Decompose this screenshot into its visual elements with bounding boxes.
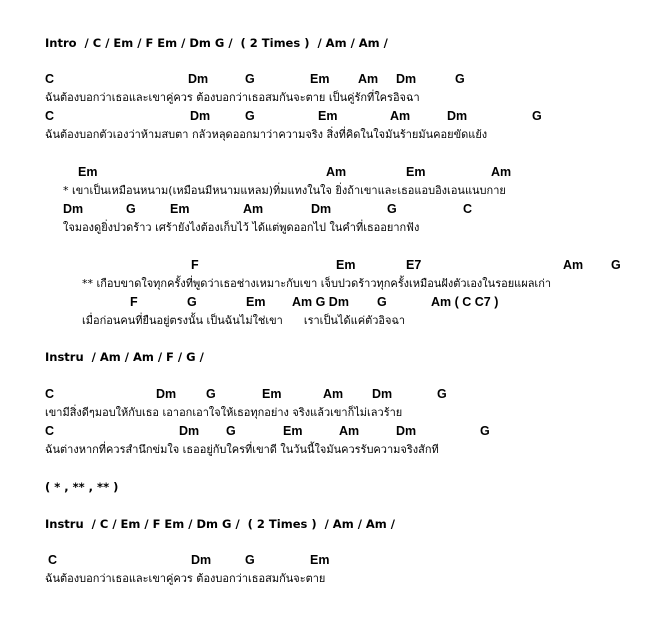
chord-label: Am: [358, 72, 379, 86]
chord-label: Dm: [447, 109, 468, 123]
chord-label: F: [130, 295, 138, 309]
instru-line-1: Instru / Am / Am / F / G /: [45, 350, 204, 364]
pre-chorus-lyric-1: * เขาเป็นเหมือนหนาม(เหมือนมีหนามแหลม)ทิ่มแทงในใจ ยิ่งถ้าเขาและเธอแอบอิงเอนแนบกาย: [63, 184, 506, 197]
verse1-chords-2: [0, 108, 668, 124]
instru-line-2: Instru / C / Em / F Em / Dm G / ( 2 Times ) / Am / Am /: [45, 517, 395, 531]
chord-label: G: [245, 109, 255, 123]
chord-label: Dm: [156, 387, 177, 401]
intro-line: Intro / C / Em / F Em / Dm G / ( 2 Times ) / Am / Am /: [45, 36, 388, 50]
chord-label: Dm: [190, 109, 211, 123]
chorus-chords-2: [0, 294, 668, 310]
chord-label: Em: [310, 553, 330, 567]
chord-label: G: [611, 258, 621, 272]
chord-label: Dm: [63, 202, 84, 216]
chord-label: Dm: [191, 553, 212, 567]
chord-label: Em: [310, 72, 330, 86]
chord-label: Am G Dm: [292, 295, 349, 309]
chord-label: C: [45, 424, 55, 438]
verse2-chords-1: [0, 386, 668, 402]
verse1-chords-1: [0, 71, 668, 87]
chord-label: Em: [170, 202, 190, 216]
chord-label: Dm: [311, 202, 332, 216]
chord-label: Dm: [179, 424, 200, 438]
chord-label: G: [455, 72, 465, 86]
pre-chorus-chords-1: [0, 164, 668, 180]
repeat-marker: ( * , ** , ** ): [45, 480, 119, 494]
chord-label: G: [377, 295, 387, 309]
verse1-lyric-1: ฉันต้องบอกว่าเธอและเขาคู่ควร ต้องบอกว่าเธอสมกันจะตาย เป็นคู่รักที่ใครอิจฉา: [45, 91, 420, 104]
chord-label: F: [191, 258, 199, 272]
chord-label: Am: [326, 165, 347, 179]
chord-label: Dm: [372, 387, 393, 401]
chord-label: Em: [283, 424, 303, 438]
chord-label: Am: [563, 258, 584, 272]
chord-label: E7: [406, 258, 422, 272]
chord-label: Am: [243, 202, 264, 216]
pre-chorus-chords-2: [0, 201, 668, 217]
chord-label: Am: [390, 109, 411, 123]
chord-label: Am: [323, 387, 344, 401]
outro-lyric-1: ฉันต้องบอกว่าเธอและเขาคู่ควร ต้องบอกว่าเธอสมกันจะตาย: [45, 572, 326, 585]
chord-label: C: [45, 387, 55, 401]
chorus-lyric-1: ** เกือบขาดใจทุกครั้งที่พูดว่าเธอช่างเหมาะกับเขา เจ็บปวดร้าวทุกครั้งเหมือนฝังตัวเองในรอยแผลเก่า: [82, 277, 552, 290]
chord-label: Em: [78, 165, 98, 179]
verse2-lyric-1: เขามีสิ่งดีๆมอบให้กับเธอ เอาอกเอาใจให้เธอทุกอย่าง จริงแล้วเขาก็ไม่เลวร้าย: [45, 406, 403, 419]
chord-label: Em: [406, 165, 426, 179]
chord-label: G: [387, 202, 397, 216]
chord-label: G: [480, 424, 490, 438]
verse2-chords-2: [0, 423, 668, 439]
chord-label: C: [463, 202, 473, 216]
verse2-lyric-2: ฉันต่างหากที่ควรสำนึกข่มใจ เธออยู่กับใครที่เขาดี ในวันนี้ใจมันควรรับความจริงสักที: [45, 443, 439, 456]
chord-label: Em: [336, 258, 356, 272]
chord-label: Em: [318, 109, 338, 123]
chord-label: G: [126, 202, 136, 216]
chord-label: Em: [246, 295, 266, 309]
chord-label: C: [45, 109, 55, 123]
chord-label: Dm: [396, 424, 417, 438]
chord-label: C: [48, 553, 58, 567]
chord-label: Em: [262, 387, 282, 401]
pre-chorus-lyric-2: ใจมองดูยิ่งปวดร้าว เศร้ายังไงต้องเก็บไว้ ได้แต่พูดออกไป ในคำที่เธออยากฟัง: [63, 221, 420, 234]
outro-chords-1: [0, 552, 668, 568]
chord-label: G: [206, 387, 216, 401]
verse1-lyric-2: ฉันต้องบอกตัวเองว่าห้ามสบตา กลัวหลุดออกมาว่าความจริง สิ่งที่คิดในใจมันร้ายมันคอยขัดแย้ง: [45, 128, 488, 141]
chord-label: Am: [339, 424, 360, 438]
chorus-lyric-2: เมื่อก่อนคนที่ยืนอยู่ตรงนั้น เป็นฉันไม่ใช่เขา เราเป็นได้แค่ตัวอิจฉา: [82, 314, 406, 327]
chord-label: G: [226, 424, 236, 438]
chord-label: Am ( C C7 ): [431, 295, 499, 309]
chord-label: C: [45, 72, 55, 86]
chord-label: G: [245, 72, 255, 86]
chord-label: G: [187, 295, 197, 309]
chord-label: Dm: [188, 72, 209, 86]
chord-label: Am: [491, 165, 512, 179]
chord-label: G: [437, 387, 447, 401]
chord-label: G: [532, 109, 542, 123]
chord-label: Dm: [396, 72, 417, 86]
chord-label: G: [245, 553, 255, 567]
chorus-chords-1: [0, 257, 668, 273]
